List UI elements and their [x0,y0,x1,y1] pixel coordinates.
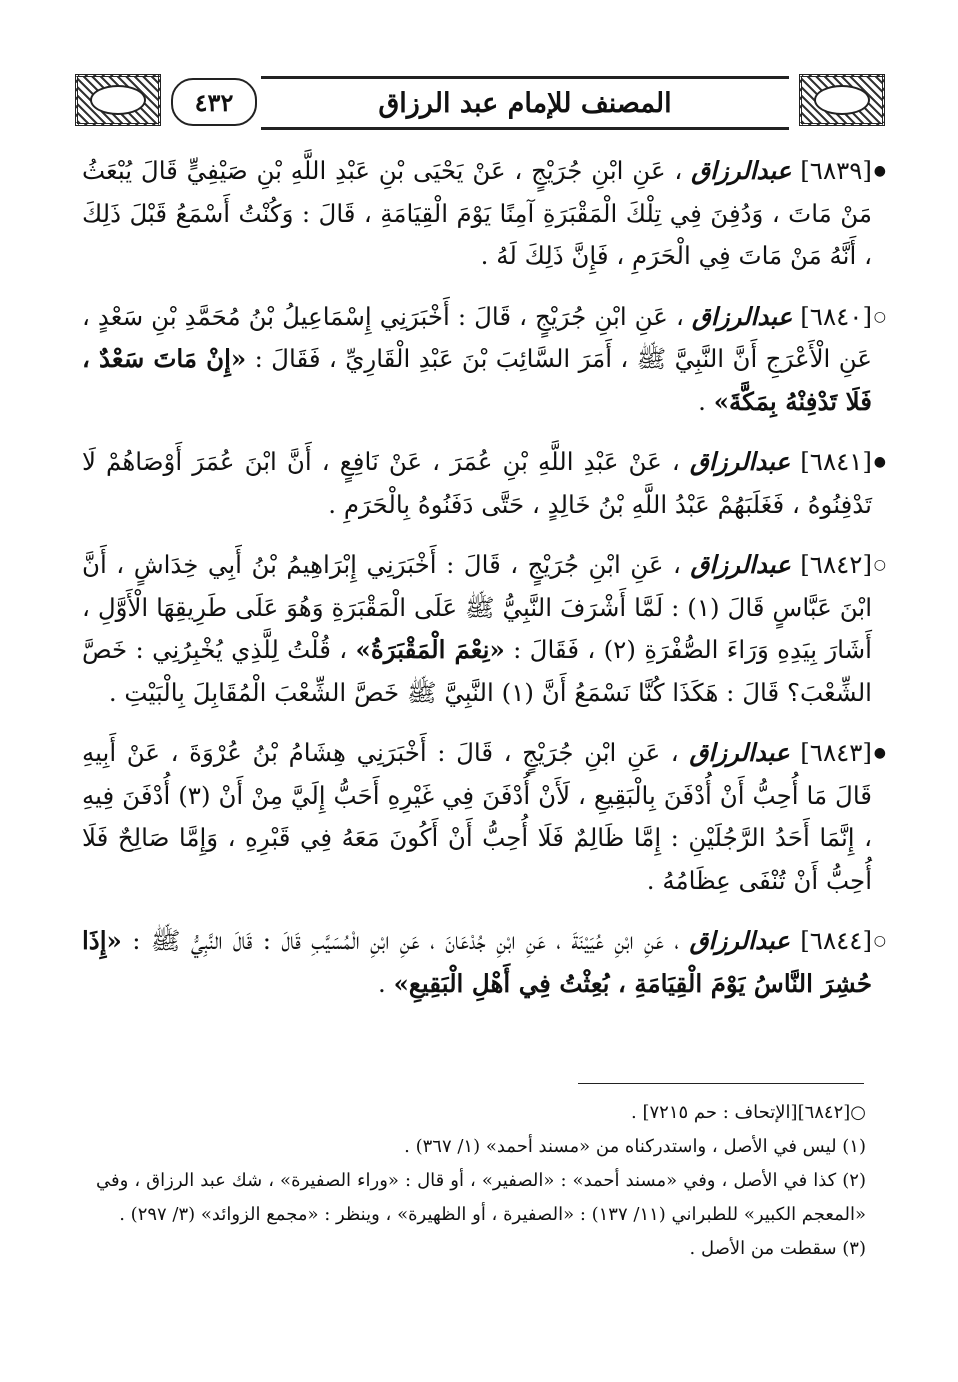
hadith-text: ، عَنِ ابْنِ عُيَيْنَةَ ، عَنِ ابْنِ جُدْعَانَ ، عَنِ ابْنِ الْمُسَيَّبِ قَالَ : قَالَ النَّبِيُّ ﷺ : [121,926,680,955]
hadith-text: ، عَنِ ابْنِ جُرَيْجٍ ، قَالَ : أَخْبَرَنِي إِبْرَاهِيمُ بْنُ أَبِي خِدَاشٍ ، أَنَّ ابْنَ عَبَّاسٍ قَالَ (١) : لَمَّا أَشْرَفَ النَّبِيُّ ﷺ عَلَى الْمَقْبَرَةِ وَهُوَ عَلَى طَرِيقِهَا الْأَوَّلِ ، أَشَارَ بِيَدِهِ وَرَاءَ الصُّفْرَةِ (٢) ، فَقَالَ : [82,550,873,664]
hadith-6839 [82,150,886,278]
prophet-quote: «إِذَا حُشِرَ النَّاسُ يَوْمَ الْقِيَامَةِ ، بُعِثْتُ فِي أَهْلِ الْبَقِيعِ» [82,926,872,998]
bullet-marker: ● [873,163,886,179]
hadith-6843 [82,732,886,902]
footnote-1: (١) ليس في الأصل ، واستدركناه من «مسند أحمد» (١/ ٣٦٧) . [404,1136,866,1157]
narrator: عبدالرزاق [689,926,790,955]
main-text [82,150,886,1023]
prophet-quote: «إِنْ مَاتَ سَعْدٌ ، فَلَا تَدْفِنْهُ بِمَكَّةَ» [82,344,872,416]
hadith-number: [٦٨٤١] [800,447,872,476]
hadith-6841 [82,441,886,526]
hadith-text: ، عَنِ ابْنِ جُرَيْجٍ ، قَالَ : أَخْبَرَنِي هِشَامُ بْنُ عُرْوَةَ ، عَنْ أَبِيهِ قَالَ مَا أُحِبُّ أَنْ أُدْفَنَ بِالْبَقِيعِ ، لَأَنْ أُدْفَنَ فِي غَيْرِهِ أَحَبُّ إِلَيَّ مِنْ أَنْ (٣) أُدْفَنَ فِيهِ ، إِنَّمَا أَحَدُ الرَّجُلَيْنِ : إِمَّا ظَالِمٌ فَلَا أُحِبُّ أَنْ أَكُونَ مَعَهُ فِي قَبْرِهِ ، وَإِمَّا صَالِحٌ فَلَا أُحِبُّ أَنْ تُنْفَى عِظَامُهُ . [82,738,872,895]
logo-ornament-icon [75,74,161,126]
bullet-marker: ○ [873,308,886,325]
footnote-2: (٢) كذا في الأصل ، وفي «مسند أحمد» : «الصفير» ، أو قال : «وراء الصفيرة» ، شك عبد الرزاق ، وفي «المعجم الكبير» للطبراني (١١/ ١٣٧) : «الصفيرة ، أو الظهيرة» ، وينظر : «مجمع الزوائد» (٣/ ٢٩٧) . [96,1170,866,1225]
narrator: عبدالرزاق [689,738,790,767]
bullet-marker: ○ [873,933,886,949]
narrator: عبدالرزاق [689,447,791,476]
footnote-reference: ○[٦٨٤٢][الإتحاف : حم ٧٢١٥] . [631,1102,866,1123]
ornament-icon [799,74,885,126]
narrator: عبدالرزاق [690,550,791,579]
prophet-quote: «نِعْمَ الْمَقْبَرَةُ» [355,635,505,664]
footnote-divider [578,1083,864,1084]
bullet-marker: ● [873,454,886,470]
narrator: عبدالرزاق [691,301,793,331]
hadith-text-end: ، قُلْتُ لِلَّذِي يُخْبِرُنِي : خَصَّ الشِّعْبَ؟ قَالَ : هَكَذَا كُنَّا نَسْمَعُ أَنَّ (١) النَّبِيَّ ﷺ خَصَّ الشِّعْبَ الْمُقَابِلَ بِالْبَيْتِ . [82,635,872,707]
hadith-number: [٦٨٤٠] [800,301,872,331]
hadith-number: [٦٨٣٩] [800,156,872,185]
hadith-text: ، عَنِ ابْنِ جُرَيْجٍ ، عَنْ يَحْيَى بْنِ عَبْدِ اللَّهِ بْنِ صَيْفِيٍّ قَالَ يُبْعَثُ مَنْ مَاتَ ، وَدُفِنَ فِي تِلْكَ الْمَقْبَرَةِ آمِنًا يَوْمَ الْقِيَامَةِ ، قَالَ : وَكُنْتُ أَسْمَعُ قَبْلَ ذَلِكَ ، أَنَّهُ مَنْ مَاتَ فِي الْحَرَمِ ، فَإِنَّ ذَلِكَ لَهُ . [82,156,872,270]
hadith-6840 [82,296,886,424]
hadith-number: [٦٨٤٤] [800,926,872,955]
hadith-text: ، عَنِ ابْنِ جُرَيْجٍ ، قَالَ : أَخْبَرَنِي إِسْمَاعِيلُ بْنُ مُحَمَّدِ بْنِ سَعْدٍ ، عَنِ الْأَعْرَجِ أَنَّ النَّبِيَّ ﷺ ، أَمَرَ السَّائِبَ بْنَ عَبْدِ الْقَارِيِّ ، فَقَالَ : [82,301,872,373]
footnotes [96,1096,866,1266]
hadith-6844 [82,920,886,1005]
page-number: ٤٣٢ [171,78,257,126]
narrator: عبدالرزاق [691,156,792,185]
hadith-text-end: . [698,386,714,416]
hadith-text-end: . [377,968,394,998]
bullet-marker: ○ [873,557,886,573]
hadith-text: ، عَنْ عَبْدِ اللَّهِ بْنِ عُمَرَ ، عَنْ نَافِعٍ ، أَنَّ ابْنَ عُمَرَ أَوْصَاهُمْ لَا تَدْفِنُوهُ ، فَغَلَبَهُمْ عَبْدُ اللَّهِ بْنُ خَالِدٍ ، حَتَّى دَفَنُوهُ بِالْحَرَمِ . [82,447,872,519]
footnote-3: (٣) سقطت من الأصل . [689,1238,866,1259]
page-header [75,72,885,130]
hadith-number: [٦٨٤٣] [800,738,872,767]
book-title: المصنف للإمام عبد الرزاق [261,76,789,130]
bullet-marker: ● [873,745,886,761]
hadith-6842 [82,544,886,714]
hadith-number: [٦٨٤٢] [800,550,872,579]
